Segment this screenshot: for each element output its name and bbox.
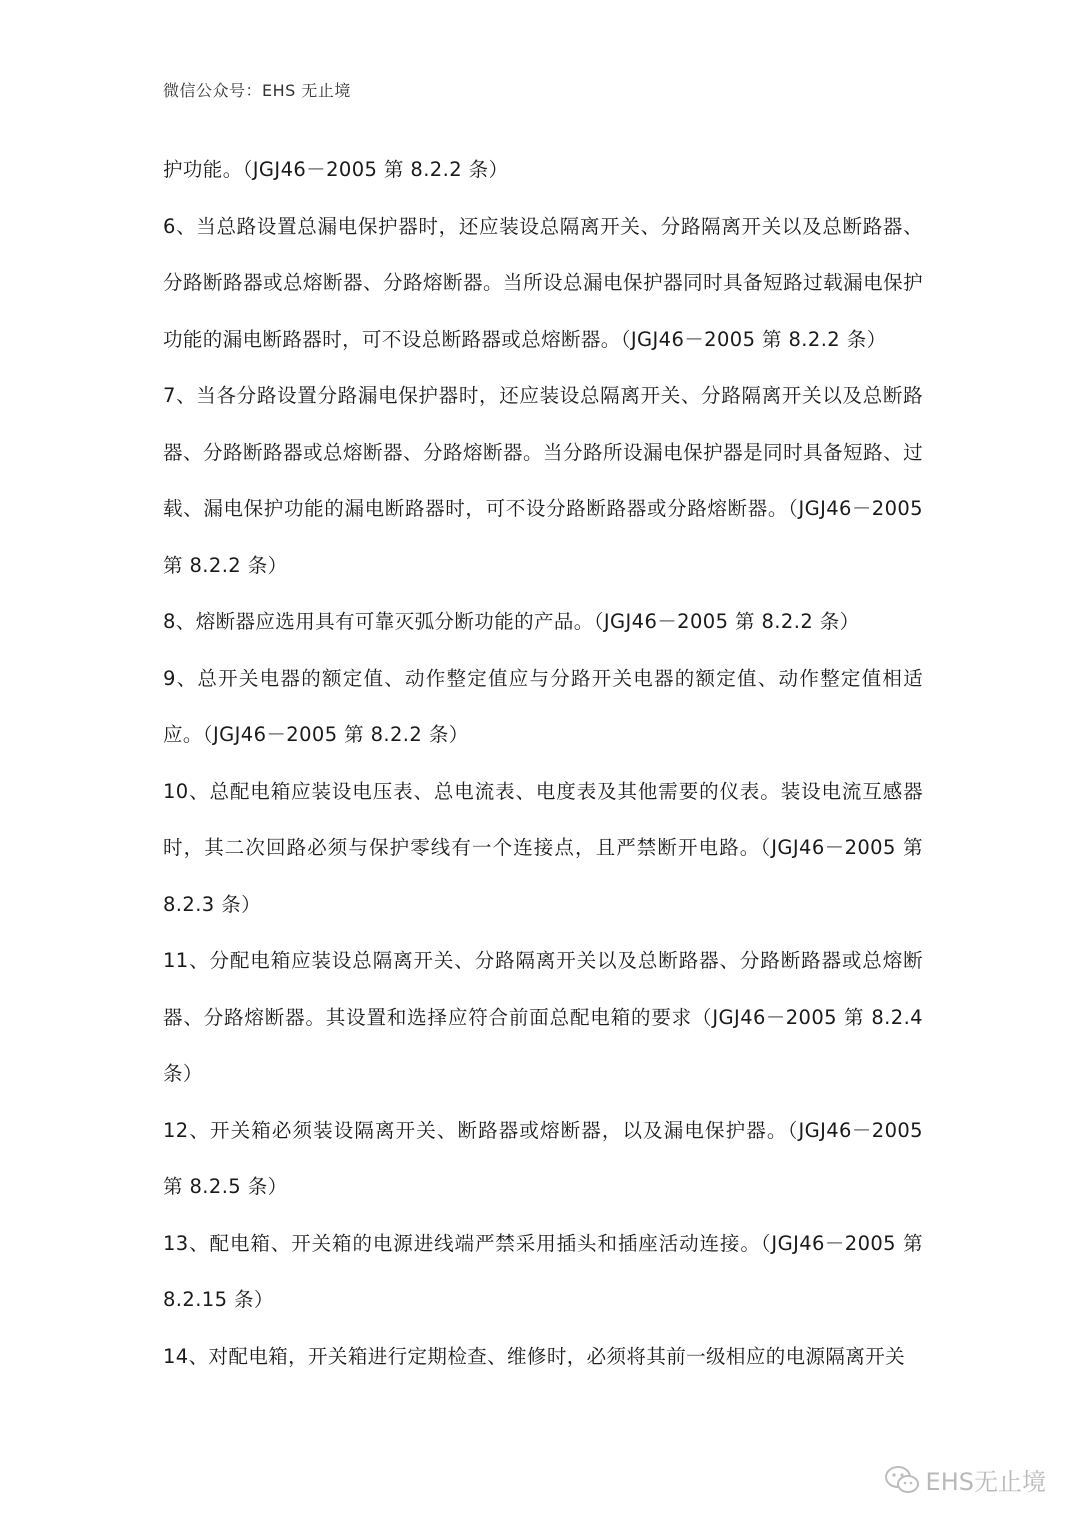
page-header: 微信公众号：EHS 无止境 (163, 81, 351, 100)
paragraph-item-12: 12、开关箱必须装设隔离开关、断路器或熔断器，以及漏电保护器。（JGJ46－2005 第 8.2.5 条） (163, 1118, 923, 1198)
paragraph-item-7: 7、当各分路设置分路漏电保护器时，还应装设总隔离开关、分路隔离开关以及总断路器、分路断路器或总熔断器、分路熔断器。当分路所设漏电保护器是同时具备短路、过载、漏电保护功能的漏电断路器时，可不设分路断路器或分路熔断器。（JGJ46－2005 第 8.2.2 条） (163, 384, 923, 577)
wechat-icon (884, 1465, 920, 1495)
watermark-text: EHS无止境 (925, 1468, 1046, 1496)
paragraph-continuation: 护功能。（JGJ46－2005 第 8.2.2 条） (163, 158, 509, 181)
paragraph-item-14: 14、对配电箱，开关箱进行定期检查、维修时，必须将其前一级相应的电源隔离开关 (163, 1344, 906, 1368)
paragraph-item-10: 10、总配电箱应装设电压表、总电流表、电度表及其他需要的仪表。装设电流互感器时，其二次回路必须与保护零线有一个连接点，且严禁断开电路。（JGJ46－2005 第 8.2.3 条） (163, 779, 923, 916)
watermark (884, 1462, 1046, 1497)
paragraph-item-13: 13、配电箱、开关箱的电源进线端严禁采用插头和插座活动连接。（JGJ46－2005 第 8.2.15 条） (163, 1231, 923, 1311)
paragraph-item-6: 6、当总路设置总漏电保护器时，还应装设总隔离开关、分路隔离开关以及总断路器、分路断路器或总熔断器、分路熔断器。当所设总漏电保护器同时具备短路过载漏电保护功能的漏电断路器时，可不设总断路器或总熔断器。（JGJ46－2005 第 8.2.2 条） (163, 214, 923, 351)
paragraph-item-8: 8、熔断器应选用具有可靠灭弧分断功能的产品。（JGJ46－2005 第 8.2.2 条） (163, 610, 860, 633)
paragraph-item-11: 11、分配电箱应装设总隔离开关、分路隔离开关以及总断路器、分路断路器或总熔断器、分路熔断器。其设置和选择应符合前面总配电箱的要求（JGJ46－2005 第 8.2.4 条） (163, 949, 923, 1085)
document-body (163, 142, 923, 1385)
paragraph-item-9: 9、总开关电器的额定值、动作整定值应与分路开关电器的额定值、动作整定值相适应。（JGJ46－2005 第 8.2.2 条） (163, 666, 923, 746)
